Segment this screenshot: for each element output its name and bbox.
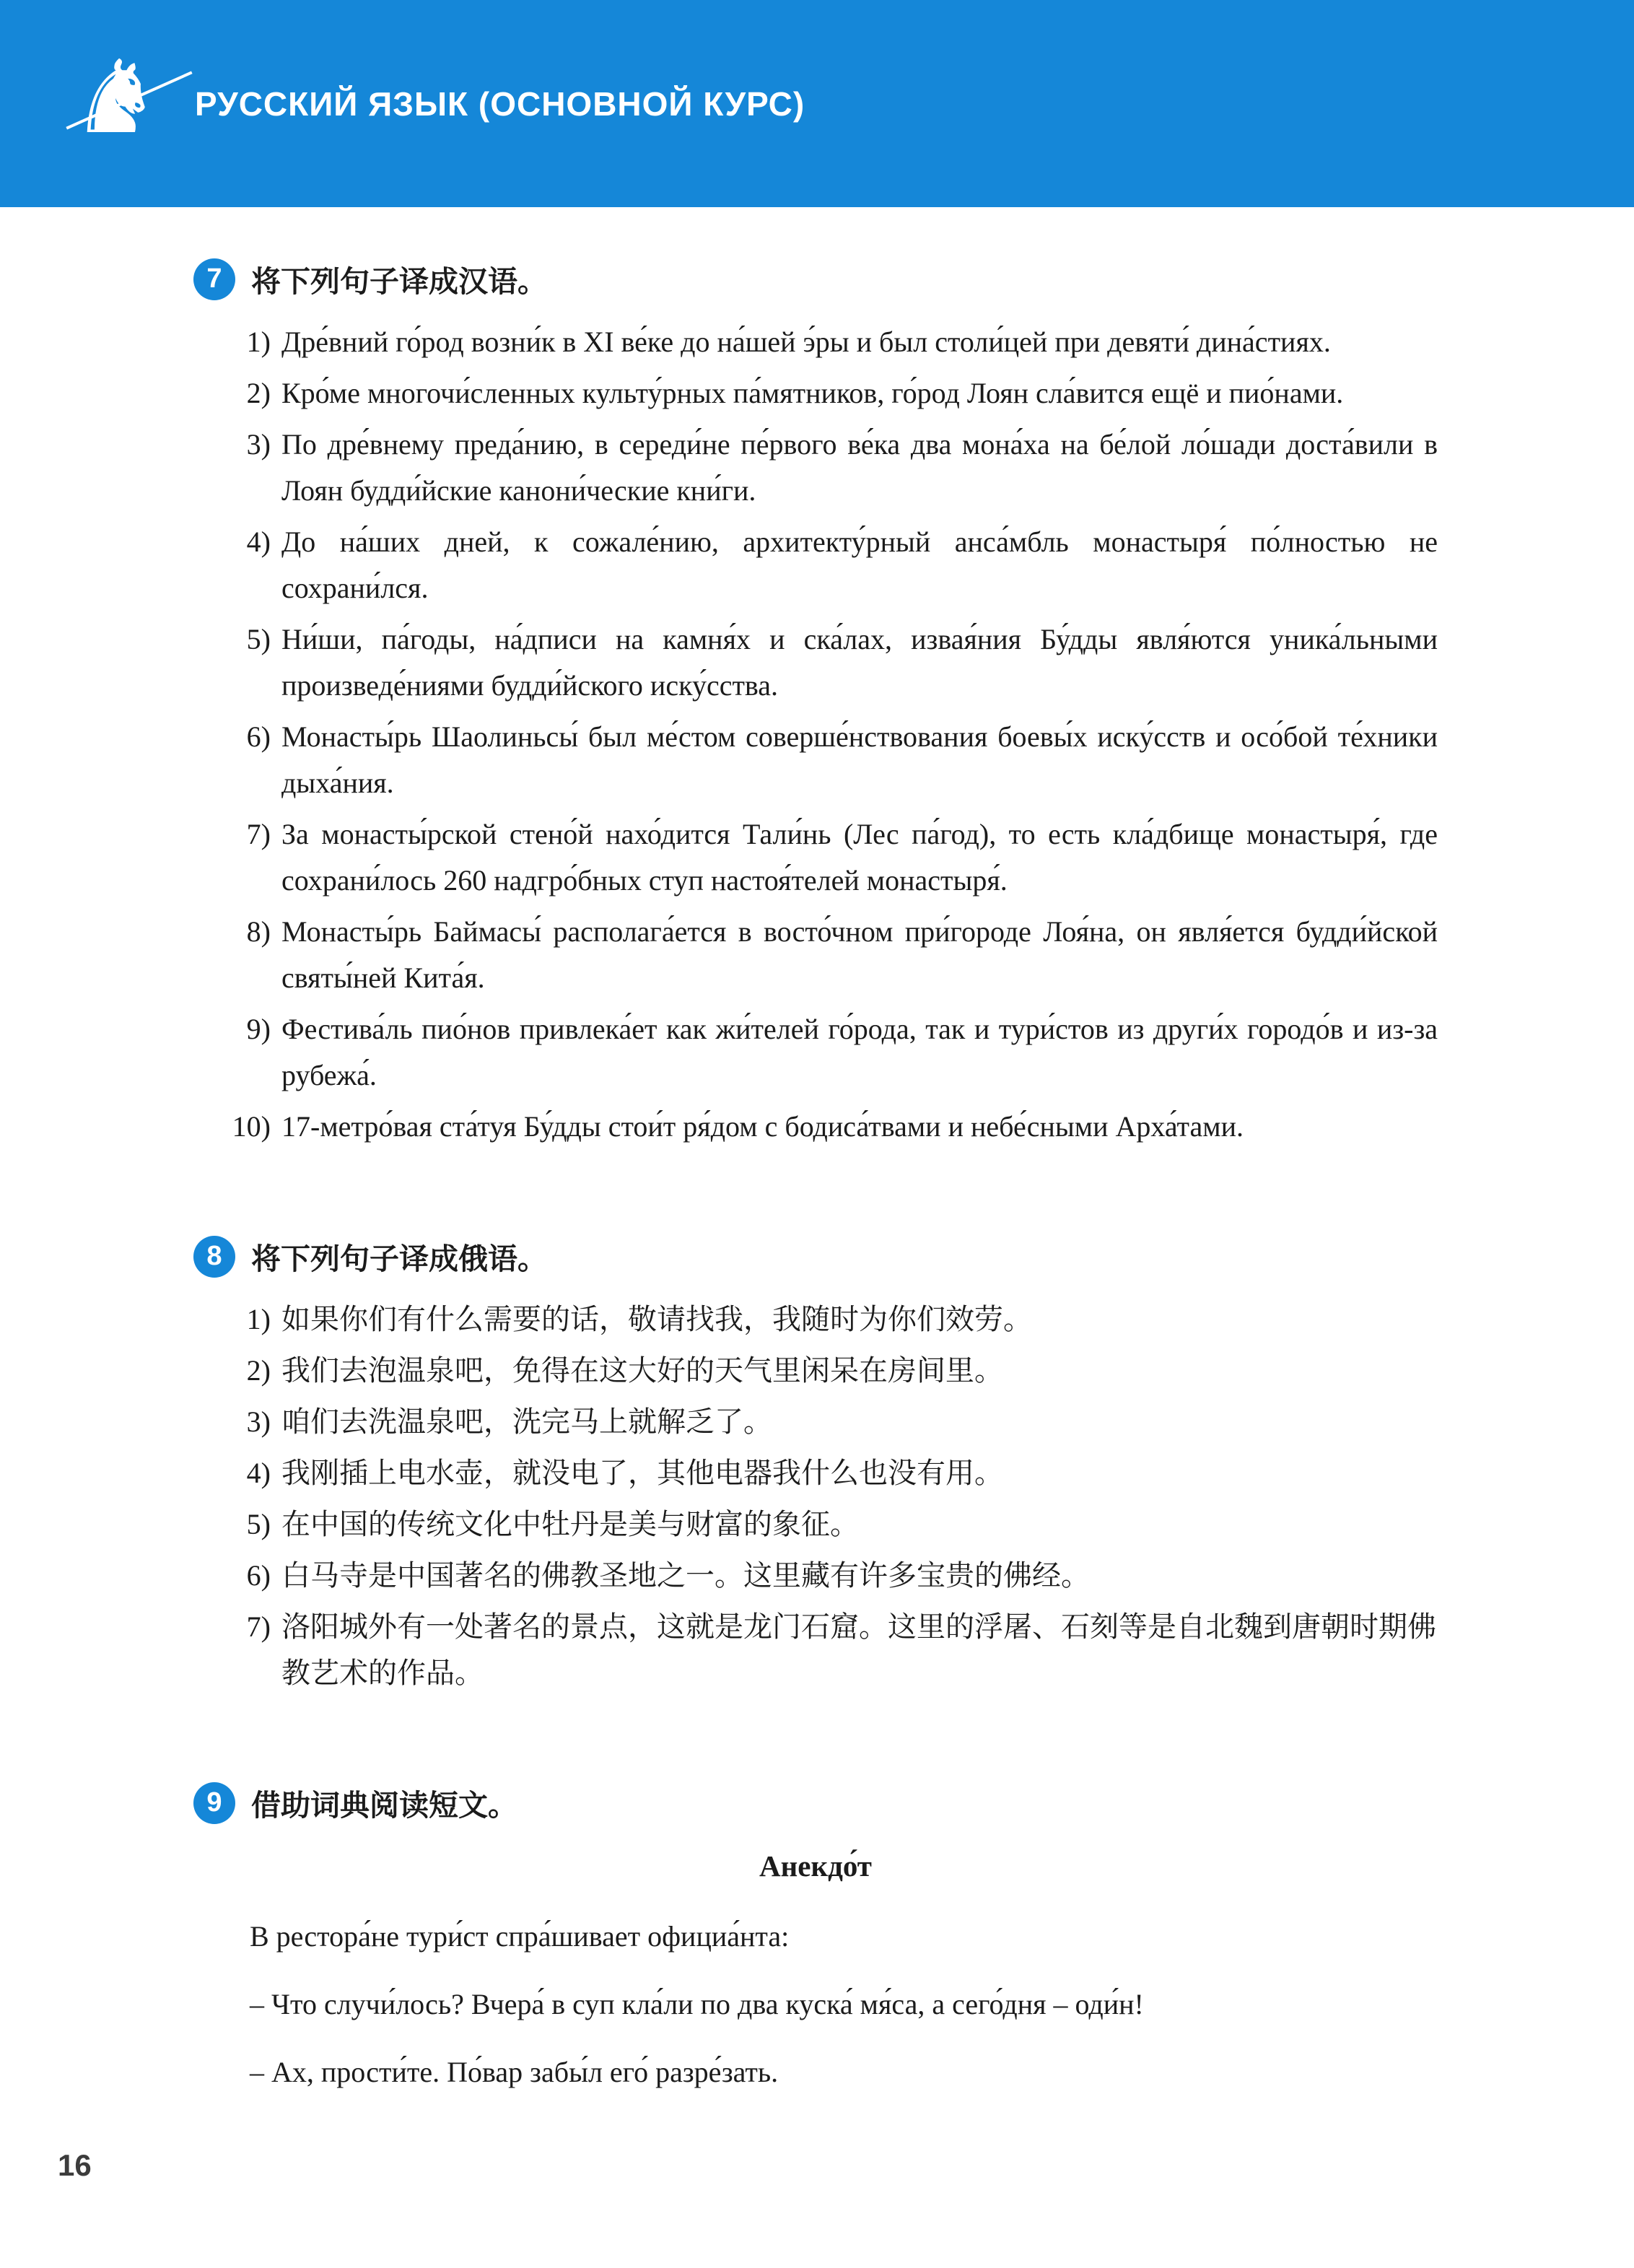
exercise-7-instruction: 将下列句子译成汉语。 xyxy=(251,265,547,298)
item-text: 我们去泡温泉吧，免得在这大好的天气里闲呆在房间里。 xyxy=(281,1354,1003,1387)
exercise-8-header xyxy=(193,1235,1438,1278)
item-text: Ни́ши, па́годы, на́дписи на камня́х и ска́лах, извая́ния Бу́дды явля́ются уника́льными произведе́ниями будди́йского иску́сства. xyxy=(281,623,1438,702)
story-title: Анекдо́т xyxy=(759,1849,872,1883)
item-number: 4) xyxy=(246,525,271,558)
exercise-9-instruction: 借助词典阅读短文。 xyxy=(251,1789,517,1822)
list-item xyxy=(193,1553,1438,1599)
item-text: По дре́внему преда́нию, в середи́не пе́рвого ве́ка два мона́ха на бе́лой ло́шади доста́вили в Лоян будди́йские канони́ческие кни́ги. xyxy=(281,428,1438,507)
exercise-9-section xyxy=(193,1781,1438,2094)
item-number: 1) xyxy=(246,1303,271,1335)
item-number: 9) xyxy=(246,1013,271,1045)
story-line: – Что случи́лось? Вчера́ в суп кла́ли по два куска́ мя́са, а сего́дня – оди́н! xyxy=(250,1988,1144,2020)
story-line: – Ах, прости́те. По́вар забы́л его́ разре́зать. xyxy=(250,2056,779,2088)
exercise-9-header xyxy=(193,1781,1438,1824)
item-text: 白马寺是中国著名的佛教圣地之一。这里藏有许多宝贵的佛经。 xyxy=(281,1559,1090,1592)
list-item xyxy=(193,616,1438,709)
item-text: 在中国的传统文化中牡丹是美与财富的象征。 xyxy=(281,1508,859,1540)
knight-horse-icon: ♞ xyxy=(71,42,162,154)
exercise-8-section xyxy=(193,1235,1438,1696)
item-number: 3) xyxy=(246,428,271,461)
list-item xyxy=(193,1604,1438,1696)
exercise-7-list xyxy=(193,319,1438,1150)
page-content xyxy=(0,258,1634,2094)
exercise-7-section xyxy=(193,258,1438,1150)
item-text: 如果你们有什么需要的话，敬请找我，我随时为你们效劳。 xyxy=(281,1303,1032,1335)
item-number: 6) xyxy=(246,1559,271,1592)
item-number: 8) xyxy=(246,915,271,948)
item-text: Фестива́ль пио́нов привлека́ет как жи́телей го́рода, так и тури́стов из други́х городо́в и из-за рубежа́. xyxy=(281,1013,1438,1091)
course-title: РУССКИЙ ЯЗЫК (ОСНОВНОЙ КУРС) xyxy=(195,84,805,123)
list-item xyxy=(193,1450,1438,1496)
item-number: 7) xyxy=(246,1610,271,1643)
exercise-7-badge: 7 xyxy=(193,258,235,300)
exercise-8-badge: 8 xyxy=(193,1236,235,1278)
header-bar xyxy=(0,0,1634,207)
item-text: Монасты́рь Баймасы́ располага́ется в восто́чном при́городе Лоя́на, он явля́ется будди́йской святы́ней Кита́я. xyxy=(281,915,1438,994)
item-text: За монасты́рской стено́й нахо́дится Тали́нь (Лес па́год), то есть кла́дбище монастыря́, где сохрани́лось 260 надгро́бных ступ настоя́телей монастыря́. xyxy=(281,818,1438,897)
item-number: 6) xyxy=(246,720,271,753)
list-item xyxy=(193,811,1438,904)
item-number: 3) xyxy=(246,1405,271,1438)
page-number: 16 xyxy=(58,2148,92,2182)
list-item xyxy=(193,1296,1438,1343)
list-item xyxy=(193,370,1438,416)
item-number: 4) xyxy=(246,1457,271,1489)
item-text: 我刚插上电水壶，就没电了，其他电器我什么也没有用。 xyxy=(281,1457,1003,1489)
story-block xyxy=(193,1849,1438,2094)
list-item xyxy=(193,519,1438,611)
item-text: 洛阳城外有一处著名的景点，这就是龙门石窟。这里的浮屠、石刻等是自北魏到唐朝时期佛教艺术的作品。 xyxy=(281,1610,1436,1689)
item-number: 2) xyxy=(246,1354,271,1387)
item-number: 5) xyxy=(246,1508,271,1540)
item-text: Кро́ме многочи́сленных культу́рных па́мятников, го́род Лоян сла́вится ещё и пио́нами. xyxy=(281,377,1344,409)
item-text: Дре́вний го́род возни́к в XI ве́ке до на́шей э́ры и был столи́цей при девяти́ дина́стиях. xyxy=(281,326,1331,358)
list-item xyxy=(193,422,1438,514)
exercise-7-header xyxy=(193,258,1438,300)
list-item xyxy=(193,1348,1438,1394)
list-item xyxy=(193,909,1438,1001)
exercise-8-instruction: 将下列句子译成俄语。 xyxy=(251,1242,547,1275)
list-item xyxy=(193,1006,1438,1099)
list-item xyxy=(193,319,1438,365)
story-line: В рестора́не тури́ст спра́шивает официа́нта: xyxy=(250,1920,790,1953)
item-text: 咱们去洗温泉吧，洗完马上就解乏了。 xyxy=(281,1405,772,1438)
item-text: Монасты́рь Шаолиньсы́ был ме́стом соверше́нствования боевы́х иску́сств и осо́бой те́хники дыха́ния. xyxy=(281,720,1438,799)
item-number: 10) xyxy=(232,1110,271,1143)
exercise-9-badge: 9 xyxy=(193,1782,235,1824)
list-item xyxy=(193,1399,1438,1445)
item-number: 5) xyxy=(246,623,271,655)
item-text: 17-метро́вая ста́туя Бу́дды стои́т ря́дом с бодиса́твами и небе́сными Арха́тами. xyxy=(281,1110,1244,1143)
item-number: 7) xyxy=(246,818,271,850)
item-text: До на́ших дней, к сожале́нию, архитекту́рный анса́мбль монастыря́ по́лностью не сохрани́лся. xyxy=(281,525,1438,604)
exercise-8-list xyxy=(193,1296,1438,1696)
item-number: 2) xyxy=(246,377,271,409)
list-item xyxy=(193,1104,1438,1150)
item-number: 1) xyxy=(246,326,271,358)
list-item xyxy=(193,714,1438,806)
publisher-logo xyxy=(65,35,173,173)
list-item xyxy=(193,1501,1438,1548)
